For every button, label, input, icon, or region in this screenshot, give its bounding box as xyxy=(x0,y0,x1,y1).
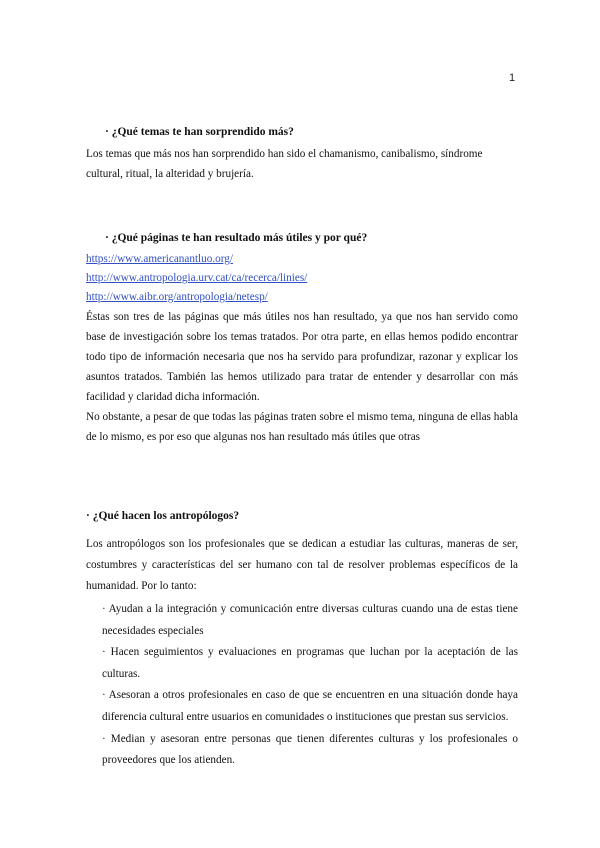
section-topics-heading: · ¿Qué temas te han sorprendido más? xyxy=(105,126,294,138)
list-item: · Median y asesoran entre personas que tienen diferentes culturas y los profesionales o proveedores que los atienden. xyxy=(102,732,518,767)
list-item: · Asesoran a otros profesionales en caso de que se encuentren en una situación donde haya diferencia cultural entre usuarios en comunidades o instituciones que prestan sus servicios. xyxy=(102,689,518,723)
section-topics-body: Los temas que más nos han sorprendido han sido el chamanismo, canibalismo, síndrome cultural, ritual, la alteridad y brujería. xyxy=(86,148,483,180)
section-pages xyxy=(86,228,518,447)
list-item: · Ayudan a la integración y comunicación entre diversas culturas cuando una de estas tiene necesidades especiales xyxy=(102,603,518,637)
link-americananthro[interactable]: https://www.americanantluo.org/ xyxy=(86,253,233,265)
page-number: 1 xyxy=(509,72,516,84)
links-list xyxy=(86,250,518,307)
section-topics xyxy=(86,122,518,184)
section-pages-paragraph-2: No obstante, a pesar de que todas las páginas traten sobre el mismo tema, ninguna de ellas habla de lo mismo, es por eso que algunas nos han resultado más útiles que otras xyxy=(86,411,518,443)
section-pages-heading: · ¿Qué páginas te han resultado más útiles y por qué? xyxy=(105,232,368,244)
link-aibr[interactable]: http://www.aibr.org/antropologia/netesp/ xyxy=(86,291,268,303)
link-antropologia-urv[interactable]: http://www.antropologia.urv.cat/ca/recerca/linies/ xyxy=(86,272,308,284)
list-item: · Hacen seguimientos y evaluaciones en programas que luchan por la aceptación de las culturas. xyxy=(102,646,518,680)
section-anthropologists-heading: · ¿Qué hacen los antropólogos? xyxy=(86,510,240,522)
section-pages-paragraph-1: Éstas son tres de las páginas que más útiles nos han resultado, ya que nos han servido como base de investigación sobre los temas tratados. Por otra parte, en ellas hemos podido encontrar todo tipo de información necesaria que nos ha servido para profundizar, razonar y explicar los asuntos tratados. También las hemos utilizado para tratar de entender y desarrollar con más facilidad y claridad dicha información. xyxy=(86,311,518,403)
anthropologists-bullet-list xyxy=(86,599,518,772)
section-anthropologists xyxy=(86,506,518,772)
section-anthropologists-intro: Los antropólogos son los profesionales que se dedican a estudiar las culturas, maneras de ser, costumbres y características del ser humano con tal de resolver problemas específicos de la humanidad. Por lo tanto: xyxy=(86,538,518,592)
